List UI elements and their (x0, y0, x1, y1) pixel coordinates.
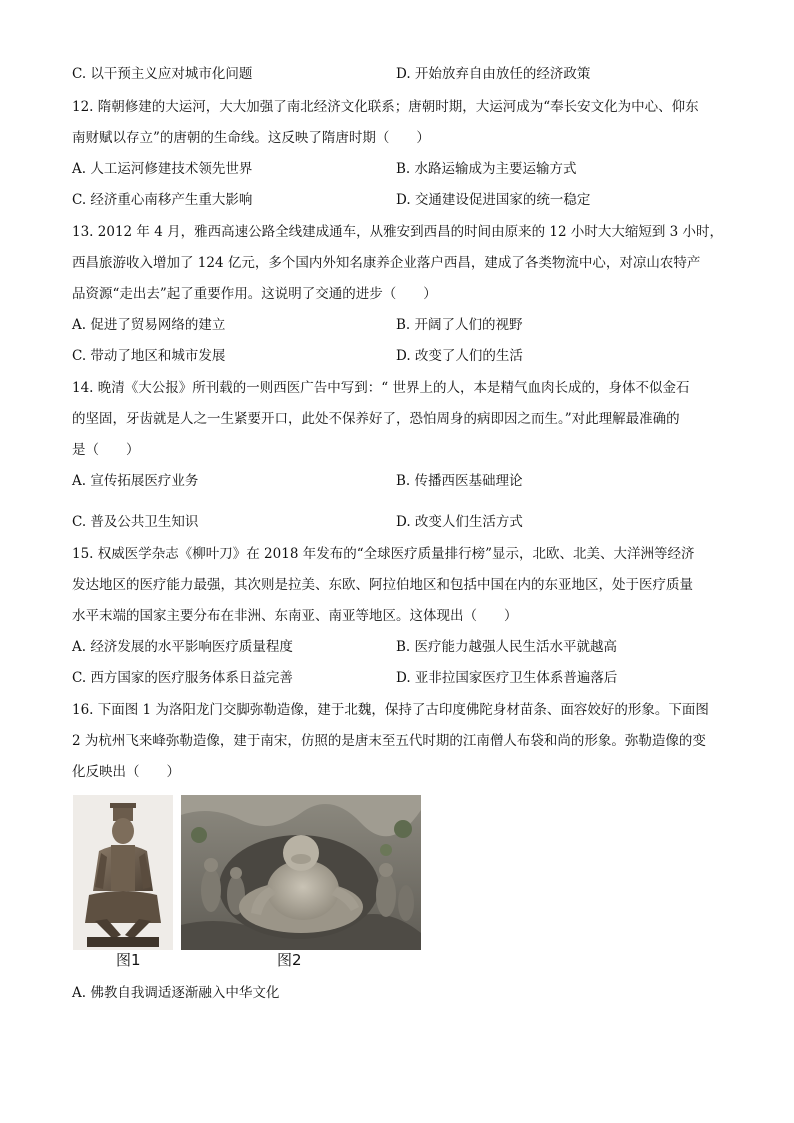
q12-stem-line-1: 12. 隋朝修建的大运河，大大加强了南北经济文化联系；唐朝时期，大运河成为“奉长安文化为中心、仰东 (72, 99, 699, 115)
q16-stem-line-3: 化反映出（ ） (72, 764, 180, 780)
q16-option-a[interactable]: A. 佛教自我调适逐渐融入中华文化 (72, 985, 280, 1001)
q13-option-c[interactable]: C. 带动了地区和城市发展 (72, 348, 226, 364)
q16-stem-line-2: 2 为杭州飞来峰弥勒造像，建于南宋，仿照的是唐末至五代时期的江南僧人布袋和尚的形象。弥勒造像的变 (72, 733, 706, 749)
q14-option-b[interactable]: B. 传播西医基础理论 (396, 473, 523, 489)
q14-stem-line-1: 14. 晚清《大公报》所刊载的一则西医广告中写到：“ 世界上的人，本是精气血肉长成的，身体不似金石 (72, 380, 690, 396)
q15-option-d[interactable]: D. 亚非拉国家医疗卫生体系普遍落后 (396, 670, 618, 686)
q15-option-a[interactable]: A. 经济发展的水平影响医疗质量程度 (72, 639, 293, 655)
q13-stem-line-1: 13. 2012 年 4 月，雅西高速公路全线建成通车，从雅安到西昌的时间由原来的 12 小时大大缩短到 3 小时， (72, 224, 724, 240)
q12-stem-line-2: 南财赋以存立”的唐朝的生命线。这反映了隋唐时期（ ） (72, 130, 430, 146)
q14-option-c[interactable]: C. 普及公共卫生知识 (72, 514, 199, 530)
q13-option-b[interactable]: B. 开阔了人们的视野 (396, 317, 523, 333)
q15-stem-line-3: 水平末端的国家主要分布在非洲、东南亚、南亚等地区。这体现出（ ） (72, 608, 518, 624)
figure-1-maitreya-statue-image (73, 795, 173, 950)
q15-stem-line-1: 15. 权威医学杂志《柳叶刀》在 2018 年发布的“全球医疗质量排行榜”显示，北欧、北美、大洋洲等经济 (72, 546, 695, 562)
q11-option-d[interactable]: D. 开始放弃自由放任的经济政策 (396, 66, 591, 82)
figure-2-budai-carving-image (181, 795, 421, 950)
q12-option-b[interactable]: B. 水路运输成为主要运输方式 (396, 161, 577, 177)
q14-option-d[interactable]: D. 改变人们生活方式 (396, 514, 523, 530)
figure-1-caption: 图1 (116, 951, 141, 969)
q13-stem-line-3: 品资源“走出去”起了重要作用。这说明了交通的进步（ ） (72, 286, 437, 302)
q14-stem-line-2: 的坚固，牙齿就是人之一生紧要开口，此处不保养好了，恐怕周身的病即因之而生。”对此理解最准确的 (72, 411, 680, 427)
q12-option-c[interactable]: C. 经济重心南移产生重大影响 (72, 192, 253, 208)
figure-2-caption: 图2 (277, 951, 302, 969)
q15-option-c[interactable]: C. 西方国家的医疗服务体系日益完善 (72, 670, 293, 686)
q13-stem-line-2: 西昌旅游收入增加了 124 亿元，多个国内外知名康养企业落户西昌，建成了各类物流中心，对凉山农特产 (72, 255, 701, 271)
q14-option-a[interactable]: A. 宣传拓展医疗业务 (72, 473, 199, 489)
q14-stem-line-3: 是（ ） (72, 442, 140, 458)
q16-stem-line-1: 16. 下面图 1 为洛阳龙门交脚弥勒造像，建于北魏，保持了古印度佛陀身材苗条、面容姣好的形象。下面图 (72, 702, 709, 718)
q15-stem-line-2: 发达地区的医疗能力最强，其次则是拉美、东欧、阿拉伯地区和包括中国在内的东亚地区，处于医疗质量 (72, 577, 693, 593)
q13-option-d[interactable]: D. 改变了人们的生活 (396, 348, 523, 364)
q12-option-d[interactable]: D. 交通建设促进国家的统一稳定 (396, 192, 591, 208)
q13-option-a[interactable]: A. 促进了贸易网络的建立 (72, 317, 226, 333)
q12-option-a[interactable]: A. 人工运河修建技术领先世界 (72, 161, 253, 177)
q15-option-b[interactable]: B. 医疗能力越强人民生活水平就越高 (396, 639, 618, 655)
q11-option-c[interactable]: C. 以干预主义应对城市化问题 (72, 66, 253, 82)
